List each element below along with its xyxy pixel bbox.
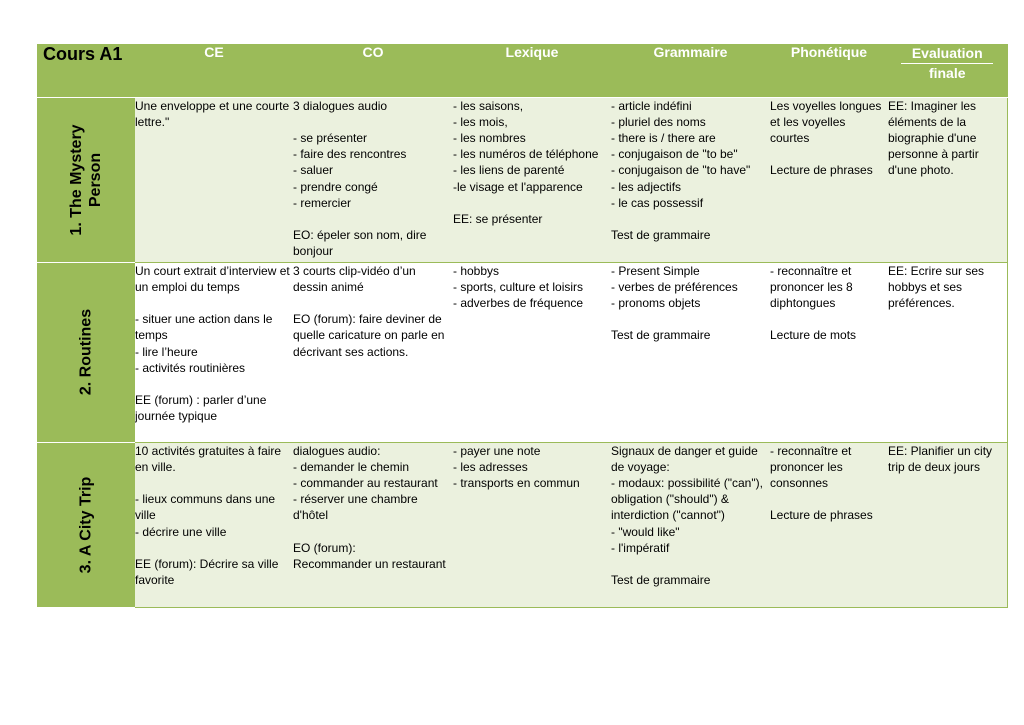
column-header-evaluation bbox=[888, 44, 1007, 97]
lesson-title: 3. A City Trip bbox=[77, 476, 95, 573]
column-header-ce: CE bbox=[135, 44, 293, 97]
lesson-row-1 bbox=[37, 97, 1007, 262]
cell-evaluation: EE: Ecrire sur ses hobbys et ses préférences. bbox=[888, 262, 1007, 442]
cell-ce: Une enveloppe et une courte lettre." bbox=[135, 97, 293, 262]
cell-lexique: - payer une note - les adresses - transports en commun bbox=[453, 442, 611, 607]
evaluation-header-line2: finale bbox=[928, 65, 966, 81]
cell-ce: 10 activités gratuites à faire en ville. - lieux communs dans une ville - décrire une ville EE (forum): Décrire sa ville favorite bbox=[135, 442, 293, 607]
column-header-co: CO bbox=[293, 44, 453, 97]
lesson-label-cell bbox=[37, 442, 135, 607]
lesson-row-3 bbox=[37, 442, 1007, 607]
cell-lexique: - hobbys - sports, culture et loisirs - adverbes de fréquence bbox=[453, 262, 611, 442]
header-row bbox=[37, 44, 1007, 97]
column-header-lexique: Lexique bbox=[453, 44, 611, 97]
cell-lexique: - les saisons, - les mois, - les nombres - les numéros de téléphone - les liens de parenté -le visage et l'apparence EE: se présenter bbox=[453, 97, 611, 262]
cell-co: dialogues audio: - demander le chemin - commander au restaurant - réserver une chambre d'hôtel EO (forum): Recommander un restaurant bbox=[293, 442, 453, 607]
cell-co: 3 dialogues audio - se présenter - faire des rencontres - saluer - prendre congé - remercier EO: épeler son nom, dire bonjour bbox=[293, 97, 453, 262]
column-header-grammaire: Grammaire bbox=[611, 44, 770, 97]
lesson-label-cell bbox=[37, 97, 135, 262]
cell-phonetique: - reconnaître et prononcer les consonnes Lecture de phrases bbox=[770, 442, 888, 607]
lesson-title: 2. Routines bbox=[77, 308, 95, 396]
cell-evaluation: EE: Imaginer les éléments de la biographie d'une personne à partir d'une photo. bbox=[888, 97, 1007, 262]
lesson-title: 1. The Mystery Person bbox=[68, 123, 104, 236]
cell-grammaire: Signaux de danger et guide de voyage: - modaux: possibilité ("can"), obligation ("should") & interdiction ("cannot") - "would like" - l'impératif Test de grammaire bbox=[611, 442, 770, 607]
lesson-row-2 bbox=[37, 262, 1007, 442]
lesson-label-cell bbox=[37, 262, 135, 442]
cell-phonetique: - reconnaître et prononcer les 8 diphtongues Lecture de mots bbox=[770, 262, 888, 442]
course-table bbox=[37, 44, 1008, 608]
column-header-phonetique: Phonétique bbox=[770, 44, 888, 97]
cell-co: 3 courts clip-vidéo d’un dessin animé EO (forum): faire deviner de quelle caricature on parle en décrivant ses actions. bbox=[293, 262, 453, 442]
evaluation-header-line1: Evaluation bbox=[901, 44, 993, 64]
cell-ce: Un court extrait d’interview et un emploi du temps - situer une action dans le temps - lire l’heure - activités routinières EE (forum) : parler d’une journée typique bbox=[135, 262, 293, 442]
cell-phonetique: Les voyelles longues et les voyelles courtes Lecture de phrases bbox=[770, 97, 888, 262]
cell-evaluation: EE: Planifier un city trip de deux jours bbox=[888, 442, 1007, 607]
cell-grammaire: - article indéfini - pluriel des noms - there is / there are - conjugaison de "to be" - conjugaison de "to have" - les adjectifs - le cas possessif Test de grammaire bbox=[611, 97, 770, 262]
course-title: Cours A1 bbox=[37, 44, 135, 97]
cell-grammaire: - Present Simple - verbes de préférences - pronoms objets Test de grammaire bbox=[611, 262, 770, 442]
